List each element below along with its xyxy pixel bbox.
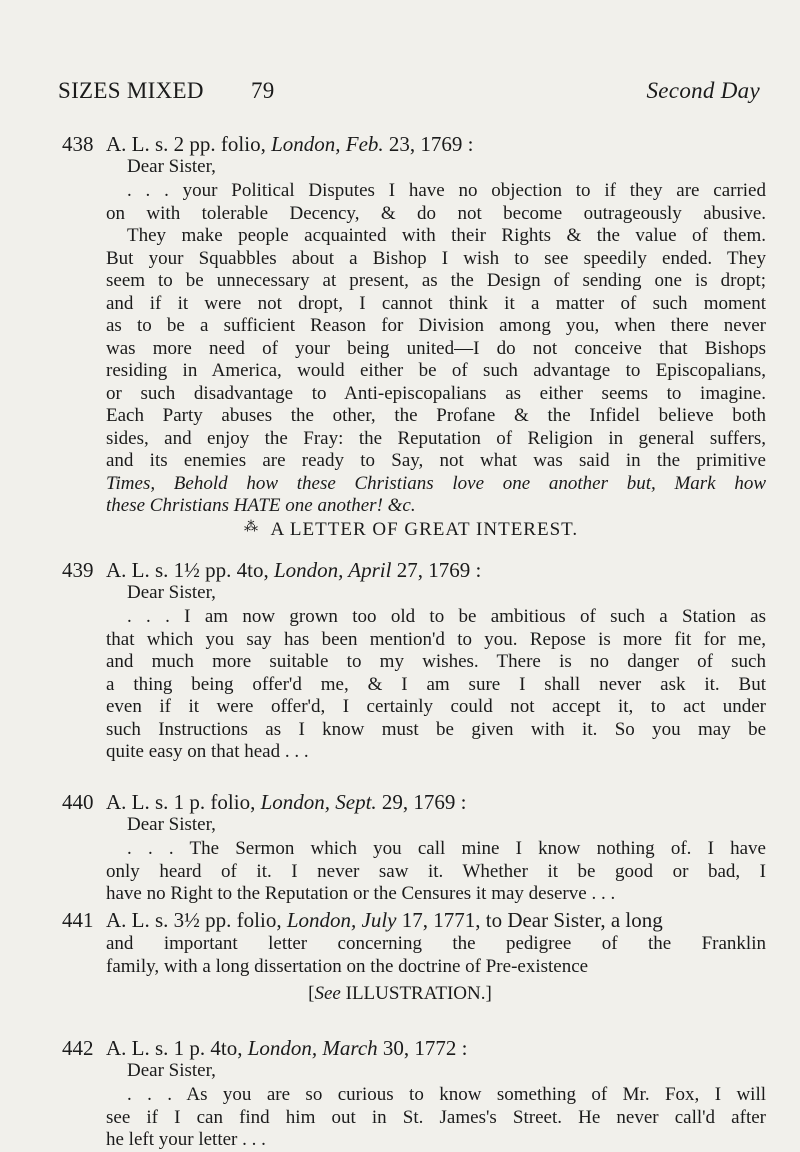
text-line: Each Party abuses the other, the Profane & the Infidel believe both xyxy=(106,405,766,426)
text-line: . . . your Political Disputes I have no objection to if they are carried xyxy=(127,180,766,201)
letter-excerpt xyxy=(106,180,766,518)
text-line: family, with a long dissertation on the doctrine of Pre-existence xyxy=(106,955,589,977)
lot-number: 438 xyxy=(62,132,94,156)
text-line: a thing being offer'd me, & I am sure I shall never ask it. But xyxy=(106,673,766,695)
text-line: . . . The Sermon which you call mine I know nothing of. I have xyxy=(127,838,766,859)
text-line: . . . As you are so curious to know something of Mr. Fox, I will xyxy=(127,1084,766,1105)
lot-number: 442 xyxy=(62,1036,94,1060)
text-line: only heard of it. I never saw it. Whether it be good or bad, I xyxy=(106,860,766,882)
text-line: have no Right to the Reputation or the Censures it may deserve . . . xyxy=(106,883,616,904)
salutation: Dear Sister, xyxy=(127,582,216,603)
entry-heading: A. L. s. 1½ pp. 4to, London, April 27, 1769 : xyxy=(106,558,482,582)
header-left: SIZES MIXED xyxy=(58,78,204,103)
text-line: But your Squabbles about a Bishop I wish to see speedily ended. They xyxy=(106,247,766,269)
page-header xyxy=(58,78,760,108)
text-line: he left your letter . . . xyxy=(106,1129,266,1150)
text-line: or such disadvantage to Anti-episcopalians as either seems to imagine. xyxy=(106,382,766,404)
salutation: Dear Sister, xyxy=(127,814,216,835)
lot-number: 439 xyxy=(62,558,94,582)
letter-excerpt xyxy=(106,1084,766,1152)
text-line: seem to be unnecessary at present, as the Design of sending one is dropt; xyxy=(106,270,766,291)
header-right: Second Day xyxy=(646,78,760,103)
asterism-icon: ⁂ xyxy=(244,520,259,535)
text-line: see if I can find him out in St. James's Street. He never call'd after xyxy=(106,1106,766,1128)
text-line: They make people acquainted with their Rights & the value of them. xyxy=(127,225,766,246)
salutation: Dear Sister, xyxy=(127,156,216,177)
text-line: . . . I am now grown too old to be ambitious of such a Station as xyxy=(127,606,766,627)
letter-description xyxy=(106,933,766,978)
lot-number: 441 xyxy=(62,908,94,932)
text-line: as to be a sufficient Reason for Division among you, when there never xyxy=(106,315,766,336)
lot-number: 440 xyxy=(62,790,94,814)
text-line: sides, and enjoy the Fray: the Reputation of Religion in general suffers, xyxy=(106,427,766,449)
entry-heading: A. L. s. 1 p. folio, London, Sept. 29, 1769 : xyxy=(106,790,467,814)
text-line: that which you say has been mention'd to you. Repose is more fit for me, xyxy=(106,628,766,650)
sub-heading: ⁂ A LETTER OF GREAT INTEREST. xyxy=(244,519,579,540)
letter-excerpt xyxy=(106,606,766,764)
text-line: and its enemies are ready to Say, not what was said in the primitive xyxy=(106,450,766,471)
text-line: such Instructions as I know must be given with it. So you may be xyxy=(106,718,766,740)
text-line: on with tolerable Decency, & do not become outrageously abusive. xyxy=(106,202,766,224)
salutation: Dear Sister, xyxy=(127,1060,216,1081)
text-line: and important letter concerning the pedigree of the Franklin xyxy=(106,933,766,954)
entry-heading: A. L. s. 2 pp. folio, London, Feb. 23, 1769 : xyxy=(106,132,474,156)
text-line: Times, Behold how these Christians love one another but, Mark how xyxy=(106,472,766,494)
text-line: even if it were offer'd, I certainly could not accept it, to act under xyxy=(106,696,766,717)
entry-heading: A. L. s. 3½ pp. folio, London, July 17, 1771, to Dear Sister, a long xyxy=(106,908,663,932)
text-line: was more need of your being united—I do not conceive that Bishops xyxy=(106,337,766,359)
text-line: and much more suitable to my wishes. There is no danger of such xyxy=(106,651,766,672)
text-line: these Christians HATE one another! &c. xyxy=(106,495,416,516)
text-line: residing in America, would either be of such advantage to Episcopalians, xyxy=(106,360,766,381)
page-number: 79 xyxy=(251,78,275,103)
text-line: quite easy on that head . . . xyxy=(106,741,309,762)
illustration-note: [See ILLUSTRATION.] xyxy=(308,983,492,1004)
letter-excerpt xyxy=(106,838,766,906)
text-line: and if it were not dropt, I cannot think it a matter of such moment xyxy=(106,292,766,314)
entry-heading: A. L. s. 1 p. 4to, London, March 30, 1772 : xyxy=(106,1036,468,1060)
